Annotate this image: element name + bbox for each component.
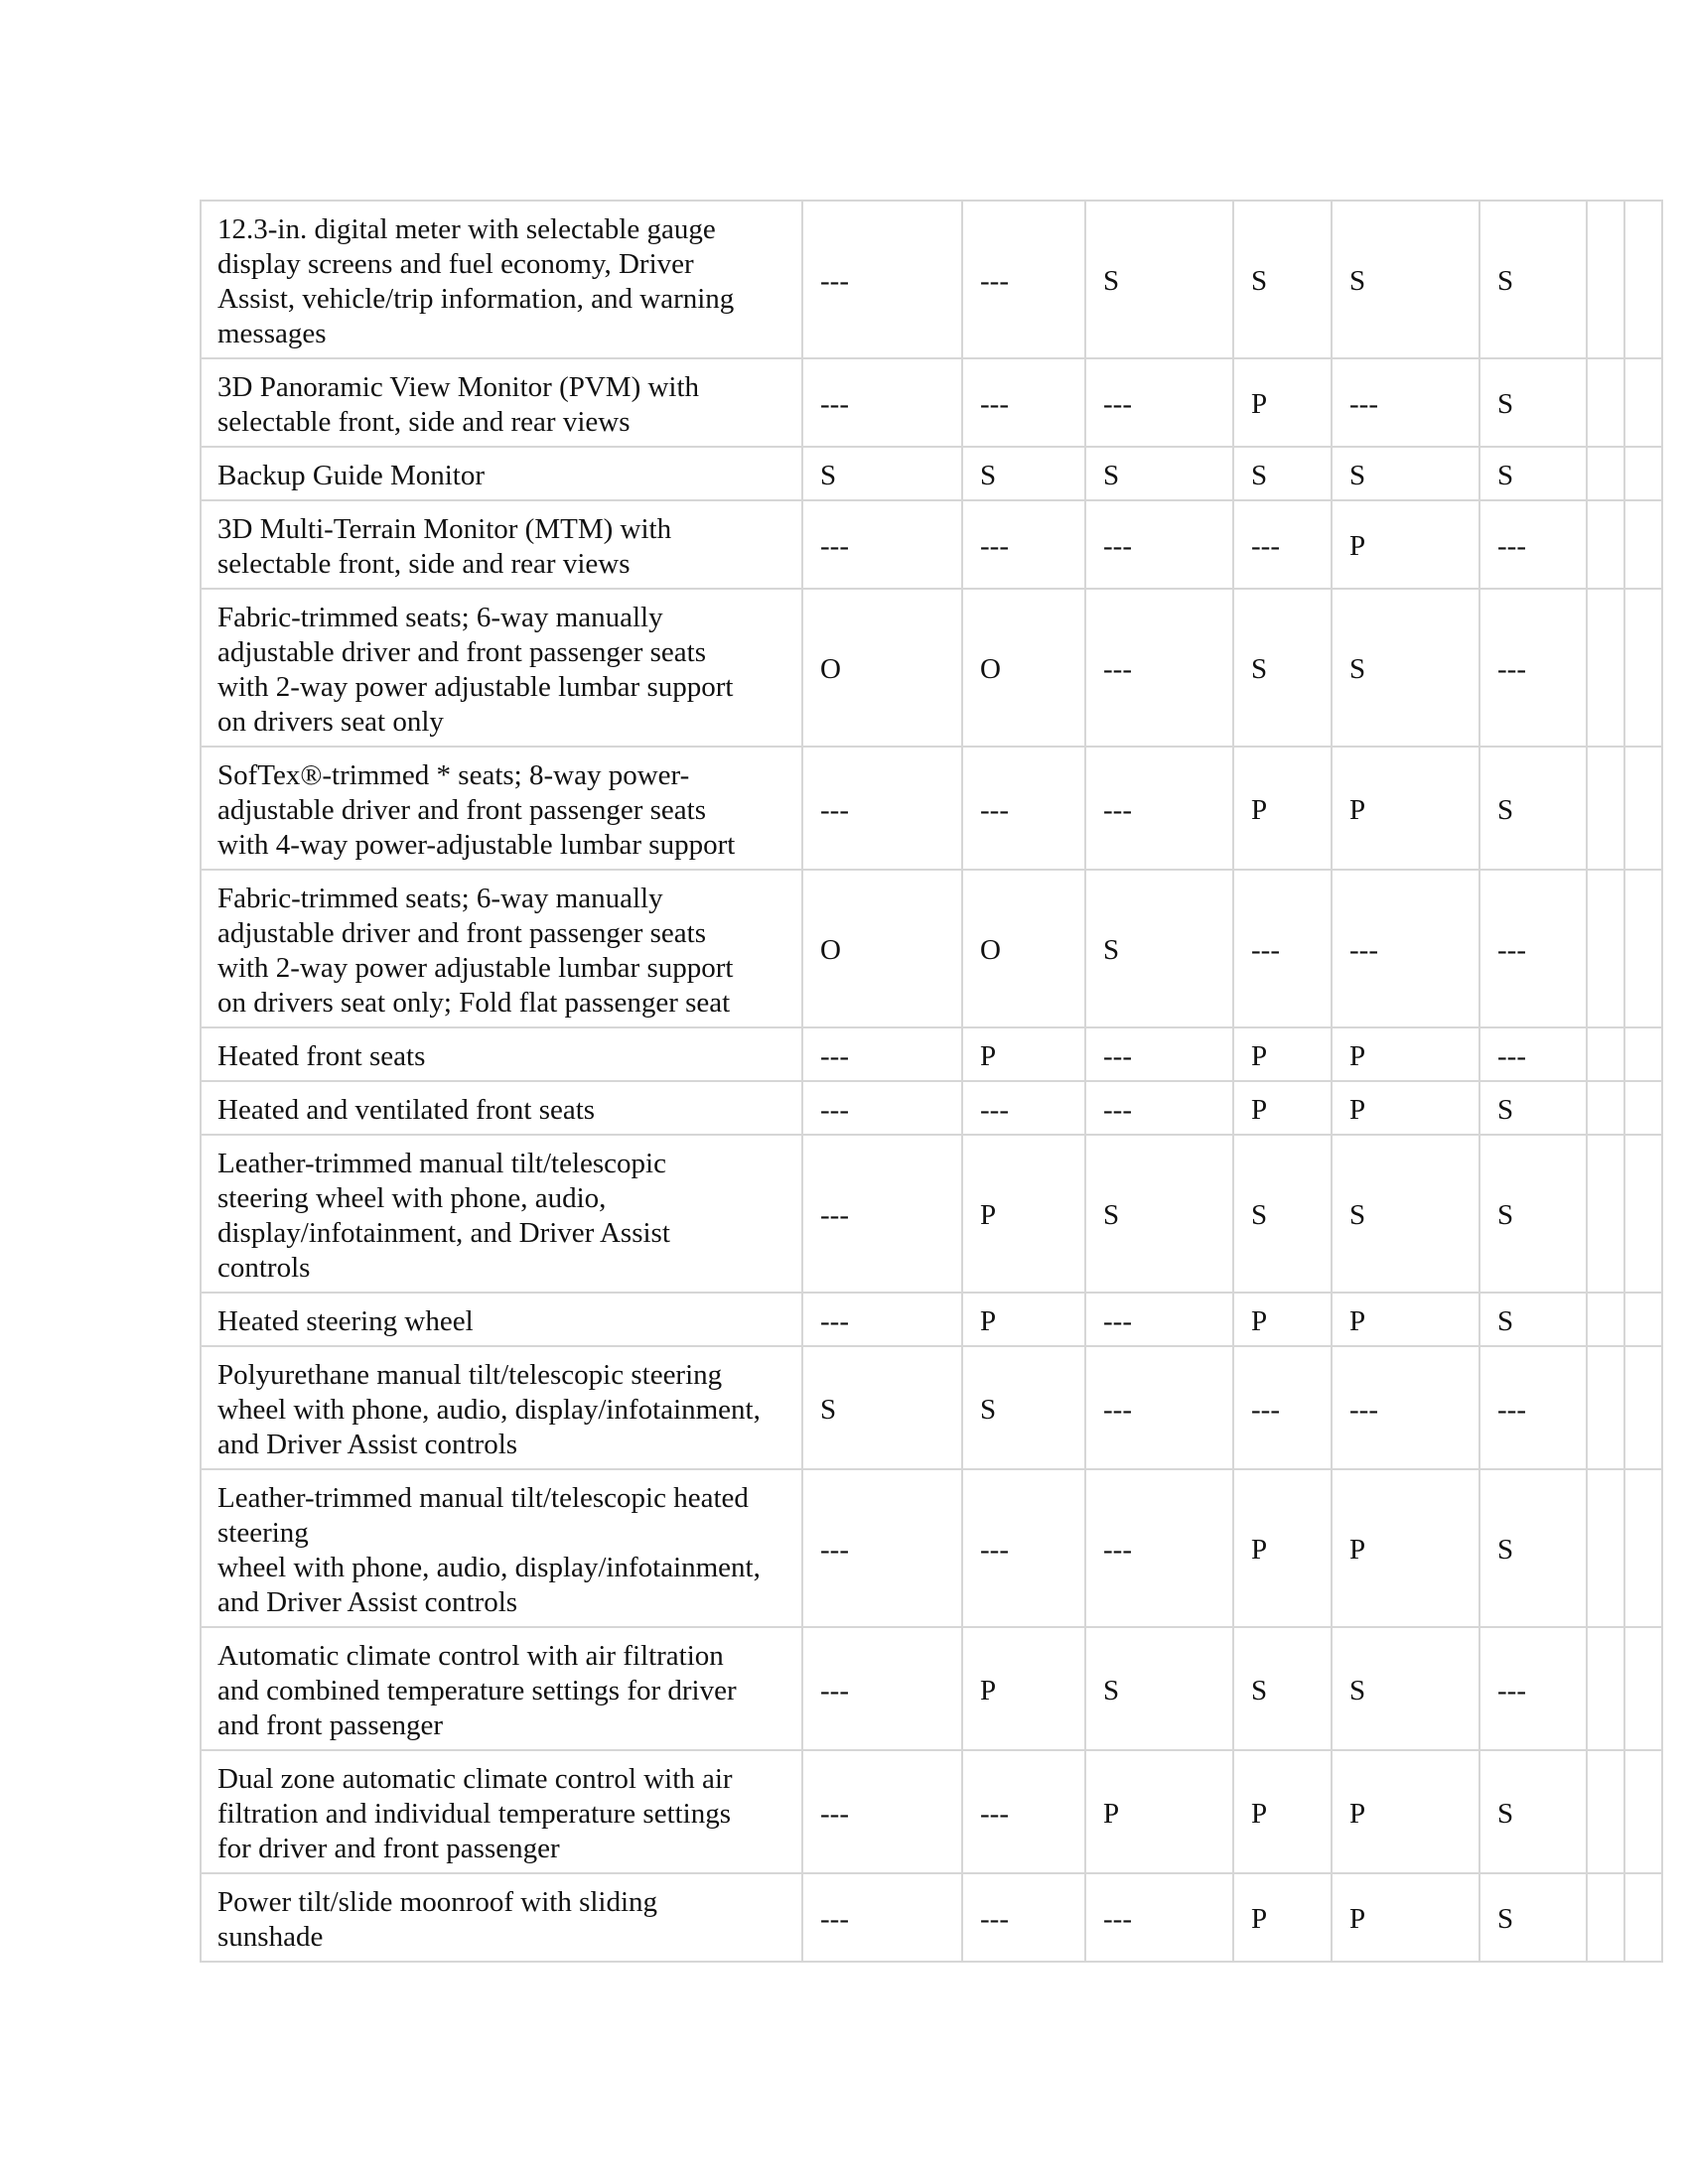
availability-cell: P xyxy=(1233,747,1332,870)
availability-cell: S xyxy=(802,447,962,500)
availability-cell: O xyxy=(962,589,1085,747)
empty-cell xyxy=(1587,1293,1624,1346)
availability-cell: S xyxy=(1479,201,1587,358)
availability-cell: P xyxy=(1332,1027,1479,1081)
availability-cell: P xyxy=(1233,1873,1332,1962)
availability-cell: --- xyxy=(1332,358,1479,447)
availability-cell: --- xyxy=(1085,1027,1233,1081)
availability-cell: S xyxy=(1332,447,1479,500)
availability-cell: S xyxy=(962,447,1085,500)
empty-cell xyxy=(1624,201,1662,358)
availability-cell: --- xyxy=(802,1081,962,1135)
availability-cell: --- xyxy=(802,1135,962,1293)
feature-description-cell: 3D Multi-Terrain Monitor (MTM) with selectable front, side and rear views xyxy=(201,500,802,589)
table-row xyxy=(201,1081,1662,1135)
empty-cell xyxy=(1624,870,1662,1027)
availability-cell: --- xyxy=(962,500,1085,589)
availability-cell: --- xyxy=(1085,589,1233,747)
availability-cell: P xyxy=(962,1293,1085,1346)
empty-cell xyxy=(1587,1135,1624,1293)
availability-cell: S xyxy=(1085,201,1233,358)
availability-cell: --- xyxy=(802,1293,962,1346)
table-row xyxy=(201,1469,1662,1627)
availability-cell: S xyxy=(1479,1873,1587,1962)
table-row xyxy=(201,500,1662,589)
empty-cell xyxy=(1587,500,1624,589)
availability-cell: P xyxy=(1332,1081,1479,1135)
empty-cell xyxy=(1624,1627,1662,1750)
table-row xyxy=(201,1135,1662,1293)
availability-cell: --- xyxy=(962,1750,1085,1873)
availability-cell: S xyxy=(1233,201,1332,358)
availability-cell: S xyxy=(1479,1750,1587,1873)
availability-cell: S xyxy=(1332,201,1479,358)
availability-cell: --- xyxy=(1479,589,1587,747)
availability-cell: --- xyxy=(802,201,962,358)
availability-cell: --- xyxy=(962,747,1085,870)
empty-cell xyxy=(1624,1469,1662,1627)
availability-cell: --- xyxy=(802,500,962,589)
feature-description-cell: Heated front seats xyxy=(201,1027,802,1081)
empty-cell xyxy=(1587,589,1624,747)
availability-cell: P xyxy=(962,1627,1085,1750)
empty-cell xyxy=(1624,1081,1662,1135)
empty-cell xyxy=(1587,870,1624,1027)
availability-cell: --- xyxy=(1233,1346,1332,1469)
availability-cell: S xyxy=(1479,747,1587,870)
availability-cell: --- xyxy=(802,1027,962,1081)
empty-cell xyxy=(1624,358,1662,447)
availability-cell: S xyxy=(1085,1135,1233,1293)
feature-description-cell: Fabric-trimmed seats; 6-way manually adjustable driver and front passenger seats with 2-way power adjustable lumbar support on drivers seat only xyxy=(201,589,802,747)
availability-cell: O xyxy=(962,870,1085,1027)
availability-cell: --- xyxy=(1085,1469,1233,1627)
availability-cell: --- xyxy=(1085,1081,1233,1135)
availability-cell: S xyxy=(1085,447,1233,500)
availability-cell: --- xyxy=(1085,1293,1233,1346)
availability-cell: --- xyxy=(1479,1346,1587,1469)
availability-cell: --- xyxy=(802,1627,962,1750)
empty-cell xyxy=(1624,1346,1662,1469)
availability-cell: --- xyxy=(1233,500,1332,589)
availability-cell: P xyxy=(1332,1750,1479,1873)
availability-cell: P xyxy=(1332,1873,1479,1962)
availability-cell: S xyxy=(1233,447,1332,500)
table-row xyxy=(201,1873,1662,1962)
availability-cell: --- xyxy=(1085,1873,1233,1962)
availability-cell: P xyxy=(1332,500,1479,589)
empty-cell xyxy=(1587,1346,1624,1469)
table-row xyxy=(201,1027,1662,1081)
availability-cell: --- xyxy=(802,1750,962,1873)
feature-description-cell: Leather-trimmed manual tilt/telescopic steering wheel with phone, audio, display/infotainment, and Driver Assist controls xyxy=(201,1135,802,1293)
empty-cell xyxy=(1587,447,1624,500)
availability-cell: --- xyxy=(1332,870,1479,1027)
empty-cell xyxy=(1624,1293,1662,1346)
availability-cell: S xyxy=(1479,1469,1587,1627)
feature-description-cell: Heated steering wheel xyxy=(201,1293,802,1346)
availability-cell: --- xyxy=(802,747,962,870)
availability-cell: S xyxy=(1479,358,1587,447)
availability-cell: S xyxy=(1085,870,1233,1027)
availability-cell: --- xyxy=(962,358,1085,447)
availability-cell: S xyxy=(1332,1627,1479,1750)
table-row xyxy=(201,358,1662,447)
availability-cell: S xyxy=(1479,1081,1587,1135)
availability-cell: P xyxy=(1233,1027,1332,1081)
availability-cell: --- xyxy=(1479,500,1587,589)
empty-cell xyxy=(1624,1873,1662,1962)
availability-cell: --- xyxy=(1479,870,1587,1027)
availability-cell: --- xyxy=(802,1873,962,1962)
availability-cell: S xyxy=(1479,447,1587,500)
availability-cell: P xyxy=(1233,1081,1332,1135)
availability-cell: S xyxy=(1332,589,1479,747)
availability-cell: --- xyxy=(1479,1627,1587,1750)
availability-cell: --- xyxy=(1085,1346,1233,1469)
availability-cell: P xyxy=(1233,1469,1332,1627)
availability-cell: --- xyxy=(962,1873,1085,1962)
availability-cell: P xyxy=(1085,1750,1233,1873)
table-row xyxy=(201,447,1662,500)
empty-cell xyxy=(1624,1135,1662,1293)
availability-cell: P xyxy=(1332,747,1479,870)
availability-cell: S xyxy=(962,1346,1085,1469)
feature-description-cell: 12.3-in. digital meter with selectable gauge display screens and fuel economy, Driver Assist, vehicle/trip information, and warning messages xyxy=(201,201,802,358)
availability-cell: P xyxy=(1233,1293,1332,1346)
availability-cell: --- xyxy=(962,1469,1085,1627)
table-row xyxy=(201,1346,1662,1469)
table-body xyxy=(201,201,1662,1962)
empty-cell xyxy=(1587,1873,1624,1962)
feature-description-cell: Automatic climate control with air filtration and combined temperature settings for driver and front passenger xyxy=(201,1627,802,1750)
availability-cell: --- xyxy=(1233,870,1332,1027)
table-row xyxy=(201,201,1662,358)
table-row xyxy=(201,589,1662,747)
empty-cell xyxy=(1587,358,1624,447)
availability-cell: --- xyxy=(962,1081,1085,1135)
empty-cell xyxy=(1624,447,1662,500)
empty-cell xyxy=(1624,747,1662,870)
availability-cell: --- xyxy=(1479,1027,1587,1081)
empty-cell xyxy=(1587,1469,1624,1627)
availability-cell: S xyxy=(1479,1293,1587,1346)
empty-cell xyxy=(1587,1627,1624,1750)
empty-cell xyxy=(1587,1750,1624,1873)
empty-cell xyxy=(1587,747,1624,870)
availability-cell: S xyxy=(802,1346,962,1469)
availability-cell: --- xyxy=(962,201,1085,358)
availability-cell: --- xyxy=(1085,358,1233,447)
availability-cell: P xyxy=(1233,358,1332,447)
availability-cell: P xyxy=(962,1027,1085,1081)
availability-cell: P xyxy=(1332,1469,1479,1627)
availability-cell: O xyxy=(802,589,962,747)
table-row xyxy=(201,1293,1662,1346)
table-row xyxy=(201,747,1662,870)
feature-description-cell: Heated and ventilated front seats xyxy=(201,1081,802,1135)
availability-cell: --- xyxy=(802,358,962,447)
availability-cell: S xyxy=(1233,1135,1332,1293)
feature-description-cell: Dual zone automatic climate control with air filtration and individual temperature settings for driver and front passenger xyxy=(201,1750,802,1873)
availability-cell: O xyxy=(802,870,962,1027)
availability-cell: P xyxy=(962,1135,1085,1293)
empty-cell xyxy=(1624,1750,1662,1873)
empty-cell xyxy=(1624,589,1662,747)
table-row xyxy=(201,1750,1662,1873)
feature-description-cell: SofTex®-trimmed * seats; 8-way power- adjustable driver and front passenger seats with 4-way power-adjustable lumbar support xyxy=(201,747,802,870)
feature-description-cell: Fabric-trimmed seats; 6-way manually adjustable driver and front passenger seats with 2-way power adjustable lumbar support on drivers seat only; Fold flat passenger seat xyxy=(201,870,802,1027)
availability-cell: S xyxy=(1085,1627,1233,1750)
availability-cell: S xyxy=(1479,1135,1587,1293)
availability-cell: S xyxy=(1233,589,1332,747)
availability-cell: S xyxy=(1332,1135,1479,1293)
availability-cell: --- xyxy=(1332,1346,1479,1469)
empty-cell xyxy=(1587,1081,1624,1135)
feature-description-cell: Backup Guide Monitor xyxy=(201,447,802,500)
empty-cell xyxy=(1624,1027,1662,1081)
feature-description-cell: Power tilt/slide moonroof with sliding sunshade xyxy=(201,1873,802,1962)
availability-cell: --- xyxy=(802,1469,962,1627)
feature-description-cell: Polyurethane manual tilt/telescopic steering wheel with phone, audio, display/infotainment, and Driver Assist controls xyxy=(201,1346,802,1469)
availability-cell: --- xyxy=(1085,500,1233,589)
feature-description-cell: Leather-trimmed manual tilt/telescopic heated steering wheel with phone, audio, display/infotainment, and Driver Assist controls xyxy=(201,1469,802,1627)
empty-cell xyxy=(1624,500,1662,589)
feature-description-cell: 3D Panoramic View Monitor (PVM) with selectable front, side and rear views xyxy=(201,358,802,447)
feature-availability-table xyxy=(200,200,1663,1963)
availability-cell: --- xyxy=(1085,747,1233,870)
empty-cell xyxy=(1587,1027,1624,1081)
empty-cell xyxy=(1587,201,1624,358)
table-row xyxy=(201,1627,1662,1750)
availability-cell: P xyxy=(1332,1293,1479,1346)
availability-cell: S xyxy=(1233,1627,1332,1750)
availability-cell: P xyxy=(1233,1750,1332,1873)
table-row xyxy=(201,870,1662,1027)
